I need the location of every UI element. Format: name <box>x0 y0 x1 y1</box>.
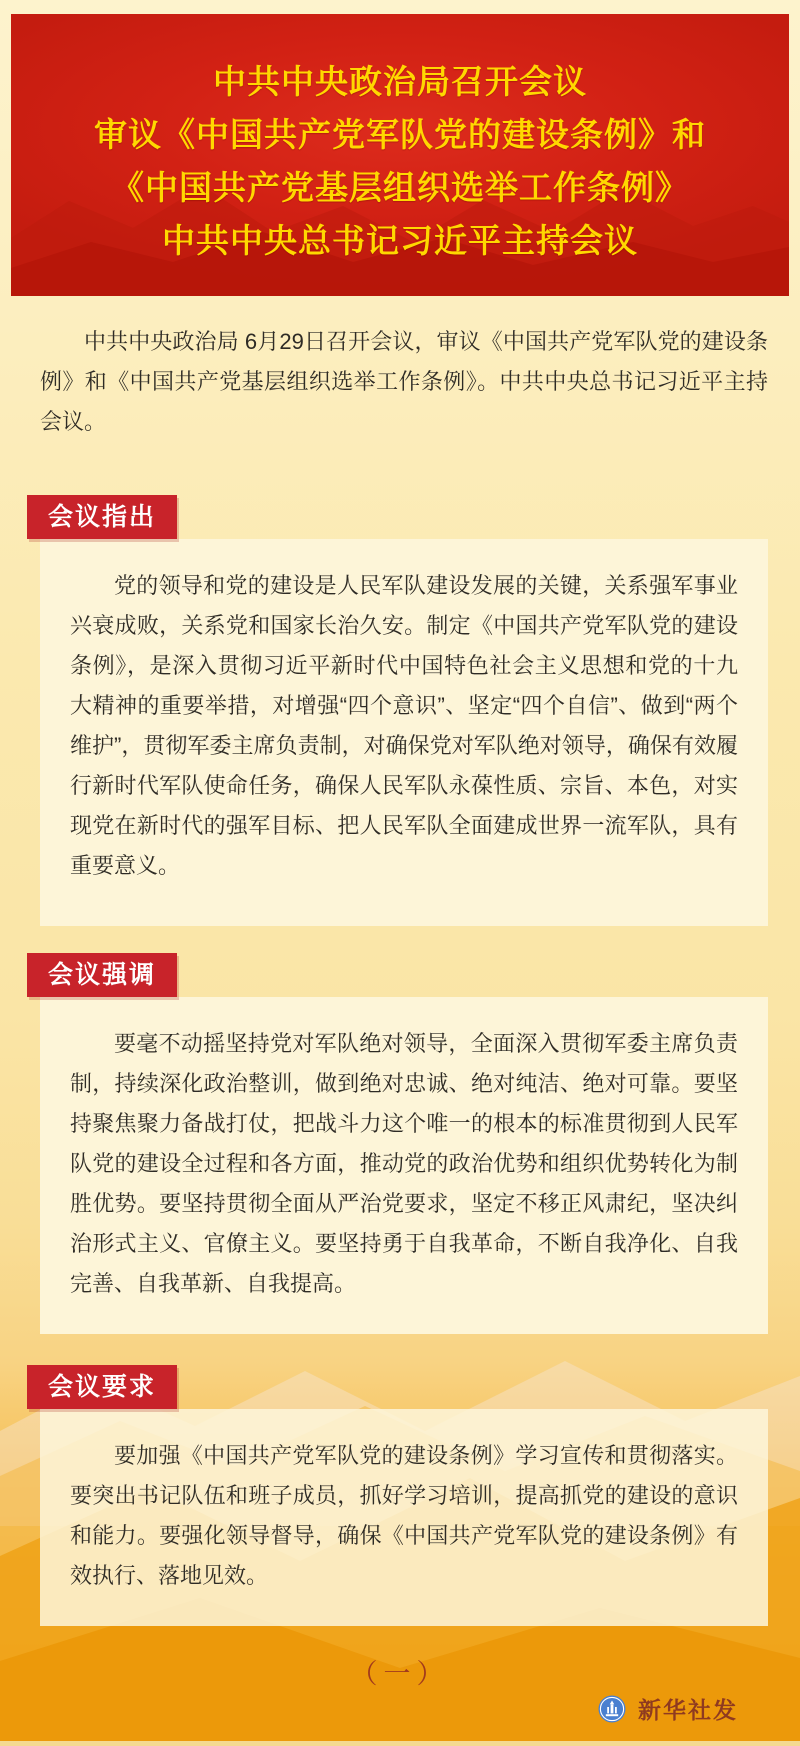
section-text: 要加强《中国共产党军队党的建设条例》学习宣传和贯彻落实。要突出书记队伍和班子成员，抓好学习培训，提高抓党的建设的意识和能力。要强化领导督导，确保《中国共产党军队党的建设条例》有效执行、落地见效。 <box>70 1443 738 1588</box>
title-banner <box>11 14 789 296</box>
section-box-meeting-stressed <box>40 997 768 1334</box>
section-label-meeting-required: 会议要求 <box>27 1365 177 1409</box>
section-box-meeting-required <box>40 1409 768 1626</box>
page-title <box>11 14 789 267</box>
section-label-meeting-pointed-out: 会议指出 <box>27 495 177 539</box>
section-box-meeting-pointed-out <box>40 539 768 926</box>
xinhua-emblem-icon <box>598 1695 626 1723</box>
agency-credit <box>598 1692 738 1725</box>
title-line-2: 审议《中国共产党军队党的建设条例》和 <box>94 116 706 153</box>
agency-credit-text: 新华社发 <box>638 1697 738 1723</box>
lead-paragraph <box>40 322 768 442</box>
section-label-meeting-stressed: 会议强调 <box>27 953 177 997</box>
page-number-marker: （一） <box>350 1659 450 1689</box>
title-line-3: 《中国共产党基层组织选举工作条例》 <box>111 169 689 206</box>
section-text: 要毫不动摇坚持党对军队绝对领导，全面深入贯彻军委主席负责制，持续深化政治整训，做到绝对忠诚、绝对纯洁、绝对可靠。要坚持聚焦聚力备战打仗，把战斗力这个唯一的根本的标准贯彻到人民军队党的建设全过程和各方面，推动党的政治优势和组织优势转化为制胜优势。要坚持贯彻全面从严治党要求，坚定不移正风肃纪，坚决纠治形式主义、官僚主义。要坚持勇于自我革命，不断自我净化、自我完善、自我革新、自我提高。 <box>70 1031 738 1296</box>
title-line-1: 中共中央政治局召开会议 <box>213 63 587 100</box>
bottom-edge-strip <box>0 1741 800 1746</box>
lead-paragraph-text: 中共中央政治局 6月29日召开会议，审议《中国共产党军队党的建设条例》和《中国共产党基层组织选举工作条例》。中共中央总书记习近平主持会议。 <box>40 329 768 434</box>
section-text: 党的领导和党的建设是人民军队建设发展的关键，关系强军事业兴衰成败，关系党和国家长治久安。制定《中国共产党军队党的建设条例》，是深入贯彻习近平新时代中国特色社会主义思想和党的十九大精神的重要举措，对增强“四个意识”、坚定“四个自信”、做到“两个维护”，贯彻军委主席负责制，对确保党对军队绝对领导，确保有效履行新时代军队使命任务，确保人民军队永葆性质、宗旨、本色，对实现党在新时代的强军目标、把人民军队全面建成世界一流军队，具有重要意义。 <box>70 573 738 878</box>
title-line-4: 中共中央总书记习近平主持会议 <box>162 222 638 259</box>
